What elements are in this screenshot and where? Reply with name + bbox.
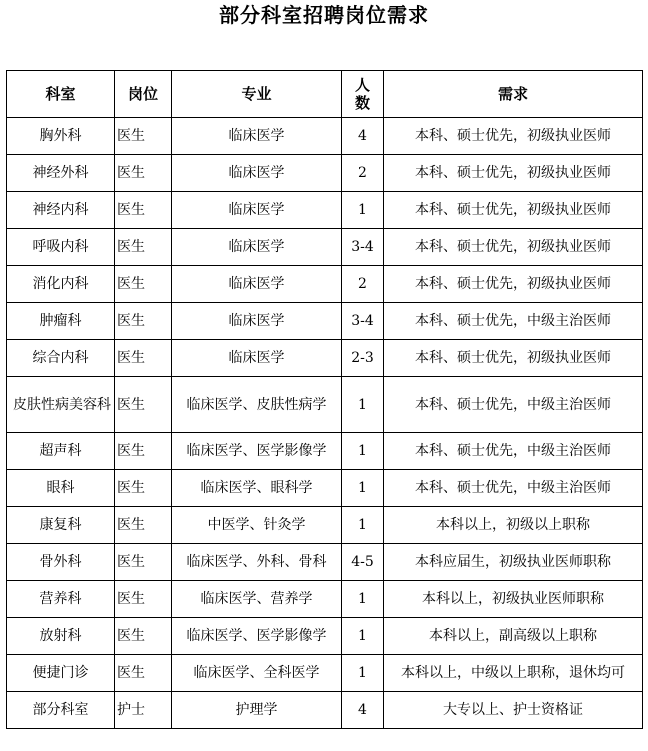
cell-dept: 消化内科 bbox=[7, 266, 115, 303]
cell-dept: 眼科 bbox=[7, 470, 115, 507]
table-header bbox=[7, 71, 643, 118]
cell-requirement: 本科、硕士优先，初级执业医师 bbox=[384, 229, 643, 266]
cell-requirement: 本科应届生，初级执业医师职称 bbox=[384, 544, 643, 581]
recruitment-table bbox=[6, 70, 643, 729]
cell-major: 临床医学、外科、骨科 bbox=[172, 544, 342, 581]
cell-dept: 放射科 bbox=[7, 618, 115, 655]
cell-count: 1 bbox=[342, 655, 384, 692]
table-row bbox=[7, 655, 643, 692]
table-row bbox=[7, 618, 643, 655]
cell-requirement: 本科以上，副高级以上职称 bbox=[384, 618, 643, 655]
cell-position: 医生 bbox=[115, 340, 172, 377]
cell-count: 3-4 bbox=[342, 229, 384, 266]
cell-position: 医生 bbox=[115, 377, 172, 433]
cell-count: 1 bbox=[342, 581, 384, 618]
cell-position: 医生 bbox=[115, 655, 172, 692]
cell-position: 医生 bbox=[115, 470, 172, 507]
cell-dept: 综合内科 bbox=[7, 340, 115, 377]
cell-count: 2 bbox=[342, 266, 384, 303]
cell-requirement: 本科、硕士优先，中级主治医师 bbox=[384, 377, 643, 433]
table-row bbox=[7, 266, 643, 303]
cell-position: 医生 bbox=[115, 618, 172, 655]
cell-count: 1 bbox=[342, 470, 384, 507]
cell-major: 临床医学 bbox=[172, 155, 342, 192]
cell-dept: 超声科 bbox=[7, 433, 115, 470]
cell-major: 临床医学、医学影像学 bbox=[172, 618, 342, 655]
cell-major: 临床医学 bbox=[172, 266, 342, 303]
table-row bbox=[7, 303, 643, 340]
header-count bbox=[342, 71, 384, 118]
header-dept: 科室 bbox=[7, 71, 115, 118]
cell-requirement: 本科以上，初级以上职称 bbox=[384, 507, 643, 544]
table-row bbox=[7, 340, 643, 377]
cell-count: 1 bbox=[342, 377, 384, 433]
cell-count: 1 bbox=[342, 192, 384, 229]
cell-position: 医生 bbox=[115, 266, 172, 303]
cell-count: 1 bbox=[342, 618, 384, 655]
cell-major: 中医学、针灸学 bbox=[172, 507, 342, 544]
cell-major: 临床医学 bbox=[172, 229, 342, 266]
table-row bbox=[7, 692, 643, 729]
table-row bbox=[7, 581, 643, 618]
cell-position: 医生 bbox=[115, 192, 172, 229]
cell-dept: 肿瘤科 bbox=[7, 303, 115, 340]
cell-position: 医生 bbox=[115, 229, 172, 266]
cell-major: 临床医学 bbox=[172, 303, 342, 340]
header-position: 岗位 bbox=[115, 71, 172, 118]
header-count-char-2: 数 bbox=[354, 94, 370, 112]
table-row bbox=[7, 229, 643, 266]
cell-requirement: 本科以上，初级执业医师职称 bbox=[384, 581, 643, 618]
cell-dept: 神经内科 bbox=[7, 192, 115, 229]
cell-requirement: 大专以上、护士资格证 bbox=[384, 692, 643, 729]
table-row bbox=[7, 377, 643, 433]
cell-position: 医生 bbox=[115, 507, 172, 544]
cell-requirement: 本科、硕士优先，初级执业医师 bbox=[384, 266, 643, 303]
cell-requirement: 本科以上，中级以上职称，退休均可 bbox=[384, 655, 643, 692]
cell-major: 临床医学 bbox=[172, 340, 342, 377]
cell-count: 4 bbox=[342, 692, 384, 729]
cell-position: 医生 bbox=[115, 581, 172, 618]
cell-requirement: 本科、硕士优先，中级主治医师 bbox=[384, 303, 643, 340]
header-requirement: 需求 bbox=[384, 71, 643, 118]
cell-requirement: 本科、硕士优先，初级执业医师 bbox=[384, 155, 643, 192]
cell-dept: 呼吸内科 bbox=[7, 229, 115, 266]
cell-major: 护理学 bbox=[172, 692, 342, 729]
cell-dept: 皮肤性病美容科 bbox=[7, 377, 115, 433]
cell-position: 医生 bbox=[115, 544, 172, 581]
cell-requirement: 本科、硕士优先，中级主治医师 bbox=[384, 433, 643, 470]
cell-position: 护士 bbox=[115, 692, 172, 729]
cell-count: 3-4 bbox=[342, 303, 384, 340]
page-title: 部分科室招聘岗位需求 bbox=[219, 3, 429, 27]
cell-major: 临床医学 bbox=[172, 118, 342, 155]
table-row bbox=[7, 507, 643, 544]
cell-position: 医生 bbox=[115, 118, 172, 155]
table-row bbox=[7, 544, 643, 581]
cell-count: 4-5 bbox=[342, 544, 384, 581]
header-major: 专业 bbox=[172, 71, 342, 118]
cell-dept: 胸外科 bbox=[7, 118, 115, 155]
cell-position: 医生 bbox=[115, 155, 172, 192]
cell-major: 临床医学、医学影像学 bbox=[172, 433, 342, 470]
cell-major: 临床医学、眼科学 bbox=[172, 470, 342, 507]
cell-position: 医生 bbox=[115, 303, 172, 340]
table-row bbox=[7, 118, 643, 155]
cell-requirement: 本科、硕士优先，初级执业医师 bbox=[384, 192, 643, 229]
cell-count: 2-3 bbox=[342, 340, 384, 377]
cell-requirement: 本科、硕士优先，初级执业医师 bbox=[384, 118, 643, 155]
cell-major: 临床医学、营养学 bbox=[172, 581, 342, 618]
cell-requirement: 本科、硕士优先，中级主治医师 bbox=[384, 470, 643, 507]
cell-requirement: 本科、硕士优先，初级执业医师 bbox=[384, 340, 643, 377]
cell-dept: 部分科室 bbox=[7, 692, 115, 729]
cell-count: 2 bbox=[342, 155, 384, 192]
cell-position: 医生 bbox=[115, 433, 172, 470]
table-row bbox=[7, 155, 643, 192]
cell-count: 1 bbox=[342, 433, 384, 470]
cell-major: 临床医学、全科医学 bbox=[172, 655, 342, 692]
cell-dept: 便捷门诊 bbox=[7, 655, 115, 692]
table-row bbox=[7, 433, 643, 470]
cell-major: 临床医学 bbox=[172, 192, 342, 229]
cell-dept: 康复科 bbox=[7, 507, 115, 544]
cell-dept: 骨外科 bbox=[7, 544, 115, 581]
cell-count: 1 bbox=[342, 507, 384, 544]
cell-dept: 神经外科 bbox=[7, 155, 115, 192]
table-row bbox=[7, 192, 643, 229]
cell-major: 临床医学、皮肤性病学 bbox=[172, 377, 342, 433]
header-count-char-1: 人 bbox=[354, 76, 370, 94]
table-row bbox=[7, 470, 643, 507]
cell-count: 4 bbox=[342, 118, 384, 155]
cell-dept: 营养科 bbox=[7, 581, 115, 618]
table-body bbox=[7, 118, 643, 729]
header-row bbox=[7, 71, 643, 118]
